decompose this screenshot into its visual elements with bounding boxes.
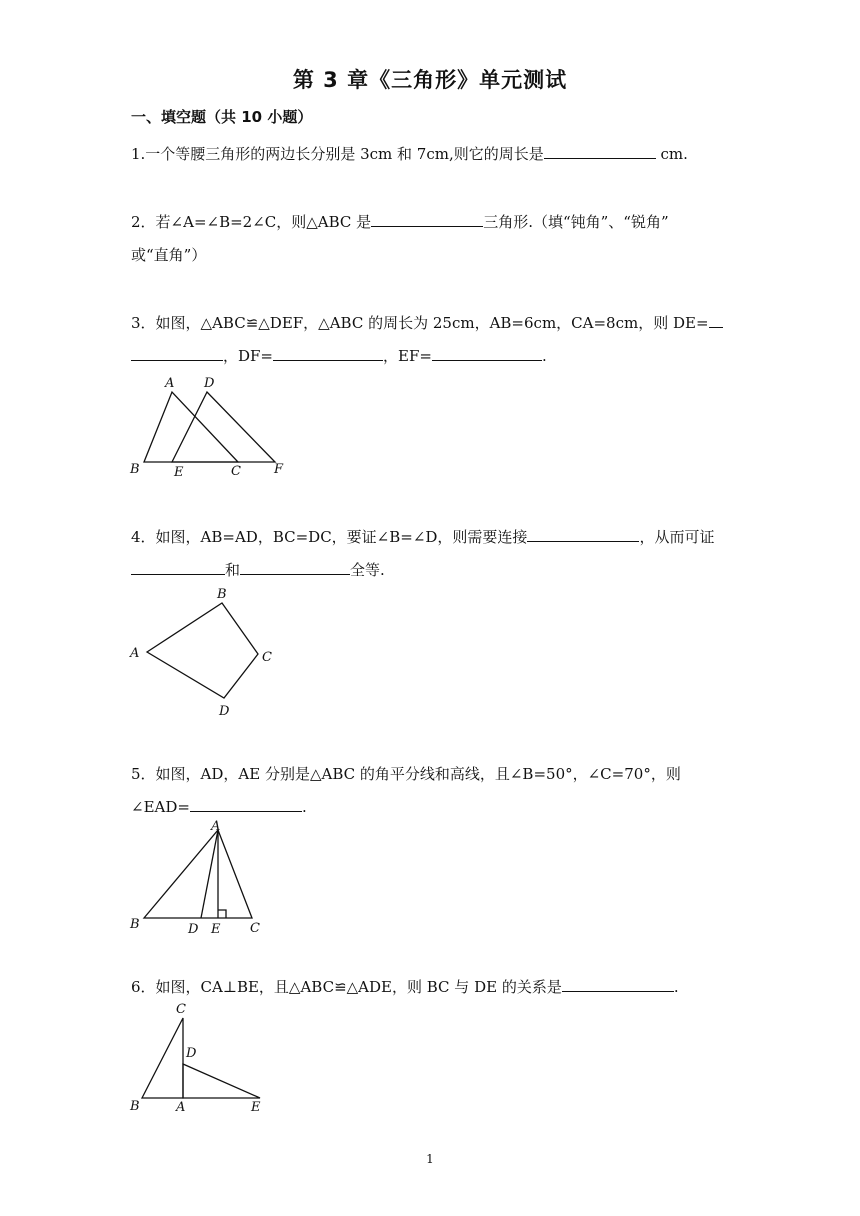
answer-blank[interactable]	[432, 346, 542, 361]
point-label-e: E	[174, 465, 184, 480]
question-text: .	[301, 798, 307, 816]
point-label-b: B	[130, 917, 140, 932]
figure-q5	[125, 816, 275, 938]
point-label-d: D	[204, 376, 215, 391]
point-label-b: B	[130, 462, 140, 477]
answer-blank[interactable]	[273, 346, 383, 361]
answer-blank[interactable]	[371, 212, 483, 227]
point-label-a: A	[130, 646, 140, 661]
question-text: 5．如图，AD，AE 分别是△ABC 的角平分线和高线，且∠B=50°，∠C=70°，则	[131, 765, 681, 783]
point-label-c: C	[262, 650, 272, 665]
question-text: 1.一个等腰三角形的两边长分别是 3cm 和 7cm,则它的周长是	[131, 145, 544, 163]
question-4-continued	[131, 559, 385, 580]
question-4	[131, 526, 714, 547]
triangle-abc	[142, 1018, 183, 1098]
question-text: 2．若∠A=∠B=2∠C，则△ABC 是	[131, 213, 372, 231]
angle-bisector-ad	[201, 830, 218, 918]
question-text: 全等.	[350, 561, 385, 579]
page-title: 第 3 章《三角形》单元测试	[292, 68, 568, 92]
right-angle-mark	[218, 910, 226, 918]
question-3-continued	[131, 345, 547, 366]
question-text: ，DF=	[223, 347, 274, 365]
point-label-a: A	[176, 1100, 186, 1115]
triangle-abc	[144, 392, 238, 462]
point-label-c: C	[250, 921, 260, 936]
triangle-ade	[183, 1064, 260, 1098]
question-text: ，从而可证	[639, 528, 715, 546]
point-label-b: B	[217, 587, 227, 602]
point-label-d: D	[188, 922, 199, 937]
point-label-d: D	[186, 1046, 197, 1061]
point-label-e: E	[251, 1100, 261, 1115]
point-label-d: D	[219, 704, 230, 719]
question-text: 4．如图，AB=AD，BC=DC，要证∠B=∠D，则需要连接	[131, 528, 528, 546]
question-2-continued: 或“直角”）	[131, 246, 207, 264]
quadrilateral-abcd	[147, 603, 258, 698]
question-text: .	[673, 978, 679, 996]
triangle-abc	[144, 830, 252, 918]
question-text: 三角形.（填“钝角”、“锐角”	[483, 213, 669, 231]
answer-blank[interactable]	[131, 346, 223, 361]
point-label-c: C	[176, 1002, 186, 1017]
question-text: 和	[225, 561, 241, 579]
figure-q4	[125, 584, 285, 724]
section-heading: 一、填空题（共 10 小题）	[131, 108, 313, 126]
answer-blank[interactable]	[190, 797, 302, 812]
question-5-continued	[131, 797, 307, 816]
question-3	[131, 312, 723, 333]
figure-q3	[125, 372, 295, 482]
triangle-def	[172, 392, 275, 462]
point-label-a: A	[211, 819, 221, 834]
page-number: 1	[426, 1152, 434, 1166]
point-label-c: C	[231, 464, 241, 479]
question-text: ，EF=	[383, 347, 432, 365]
question-text: ∠EAD=	[131, 798, 190, 816]
answer-blank[interactable]	[527, 527, 639, 542]
question-1	[131, 143, 688, 164]
question-2	[131, 211, 669, 232]
question-text: 3．如图，△ABC≌△DEF，△ABC 的周长为 25cm，AB=6cm，CA=8cm，则 DE=	[131, 314, 709, 332]
answer-blank[interactable]	[709, 313, 723, 328]
point-label-b: B	[130, 1099, 140, 1114]
answer-blank[interactable]	[544, 144, 656, 159]
figure-q6	[125, 998, 275, 1118]
question-text: cm.	[655, 145, 688, 163]
answer-blank[interactable]	[131, 560, 225, 575]
point-label-a: A	[165, 376, 175, 391]
point-label-f: F	[274, 462, 284, 477]
question-5	[131, 763, 681, 784]
question-text: .	[541, 347, 547, 365]
answer-blank[interactable]	[240, 560, 350, 575]
point-label-e: E	[211, 922, 221, 937]
answer-blank[interactable]	[562, 977, 674, 992]
question-6	[131, 976, 679, 997]
question-text: 6．如图，CA⊥BE，且△ABC≌△ADE，则 BC 与 DE 的关系是	[131, 978, 562, 996]
